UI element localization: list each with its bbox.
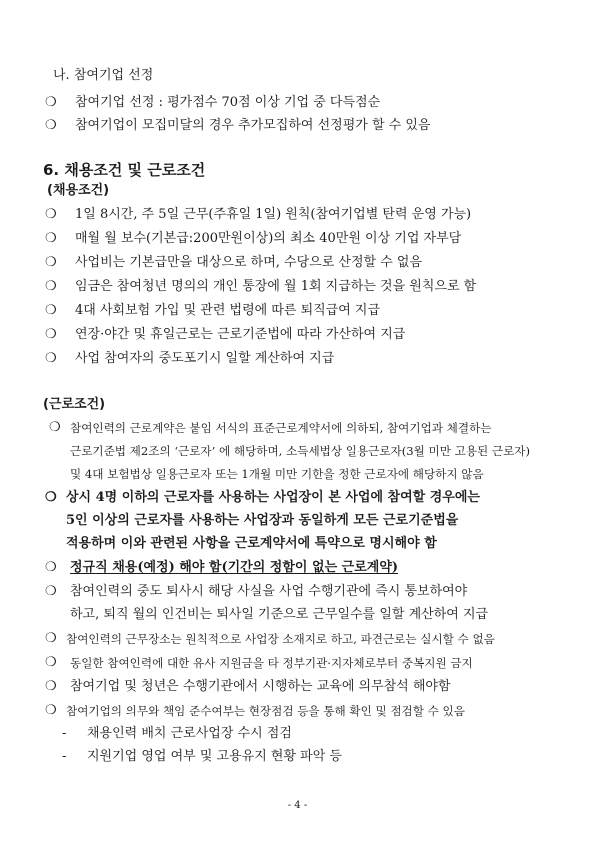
hollow-circle-icon: ❍ <box>45 679 57 694</box>
list-item-line: 하고, 퇴직 월의 인건비는 퇴사일 기준으로 근무일수를 일할 계산하여 지급 <box>70 607 489 622</box>
hollow-circle-icon: ❍ <box>45 118 57 133</box>
list-item: 1일 8시간, 주 5일 근무(주휴일 1일) 원칙(참여기업별 탄력 운영 가능) <box>75 207 472 222</box>
dash-marker: - <box>62 749 67 764</box>
list-item: 4대 사회보험 가입 및 관련 법령에 따른 퇴직급여 지급 <box>75 303 381 318</box>
hollow-circle-icon: ❍ <box>45 279 57 294</box>
list-item-line: 적용하며 이와 관련된 사항을 근로계약서에 특약으로 명시해야 함 <box>66 536 437 551</box>
dash-marker: - <box>62 726 67 741</box>
page-number: - 4 - <box>287 800 308 811</box>
list-item: 임금은 참여청년 명의의 개인 통장에 월 1회 지급하는 것을 원칙으로 함 <box>75 279 477 294</box>
list-item: 정규직 채용(예정) 해야 함(기간의 정함이 없는 근로계약) <box>70 560 399 575</box>
list-item: 사업 참여자의 중도포기시 일할 계산하여 지급 <box>75 351 335 366</box>
hollow-circle-icon: ❍ <box>45 327 57 342</box>
list-item: 매월 월 보수(기본급:200만원이상)의 최소 40만원 이상 기업 자부담 <box>75 231 462 246</box>
list-item-line: 5인 이상의 근로자를 사용하는 사업장과 동일하게 모든 근로기준법을 <box>66 513 459 528</box>
hollow-circle-icon: ❍ <box>45 255 57 270</box>
list-item: 참여인력의 근무장소는 원칙적으로 사업장 소재지로 하고, 파견근로는 실시할 수 없음 <box>66 632 495 646</box>
hollow-circle-icon: ❍ <box>45 560 57 575</box>
list-item: 참여기업이 모집미달의 경우 추가모집하여 선정평가 할 수 있음 <box>75 118 431 133</box>
hollow-circle-icon: ❍ <box>45 490 57 505</box>
hollow-circle-icon: ❍ <box>45 351 57 366</box>
list-item-line: 참여인력의 근로계약은 붙임 서식의 표준근로계약서에 의하되, 참여기업과 체결하는 <box>70 421 492 435</box>
list-item-line: 및 4대 보험법상 일용근로자 또는 1개월 미만 기한을 정한 근로자에 해당하지 않음 <box>70 467 484 481</box>
list-item: 동일한 참여인력에 대한 유사 지원금을 타 정부기관·지자체로부터 중복지원 금지 <box>70 656 473 670</box>
hollow-circle-icon: ❍ <box>45 703 57 718</box>
hollow-circle-icon: ❍ <box>45 303 57 318</box>
list-item: 연장·야간 및 휴일근로는 근로기준법에 따라 가산하여 지급 <box>75 327 406 342</box>
hollow-circle-icon: ❍ <box>45 584 57 599</box>
sub-list-item: 지원기업 영업 여부 및 고용유지 현황 파악 등 <box>87 749 342 764</box>
work-conditions-label: (근로조건) <box>43 397 106 412</box>
hollow-circle-icon: ❍ <box>49 420 61 435</box>
list-item: 사업비는 기본급만을 대상으로 하며, 수당으로 산정할 수 없음 <box>75 255 423 270</box>
hollow-circle-icon: ❍ <box>45 95 57 110</box>
list-item: 참여기업 선정 : 평가점수 70점 이상 기업 중 다득점순 <box>75 95 381 110</box>
list-item: 참여기업의 의무와 책임 준수여부는 현장점검 등을 통해 확인 및 점검할 수 있음 <box>66 704 465 718</box>
subsection-title: 나. 참여기업 선정 <box>53 68 154 83</box>
hollow-circle-icon: ❍ <box>45 207 57 222</box>
sub-list-item: 채용인력 배치 근로사업장 수시 점검 <box>87 726 292 741</box>
list-item-line: 상시 4명 이하의 근로자를 사용하는 사업장이 본 사업에 참여할 경우에는 <box>66 490 480 505</box>
list-item: 참여기업 및 청년은 수행기관에서 시행하는 교육에 의무참석 해야함 <box>70 679 451 694</box>
hollow-circle-icon: ❍ <box>45 231 57 246</box>
hollow-circle-icon: ❍ <box>45 655 57 670</box>
hiring-conditions-label: (채용조건) <box>47 183 110 198</box>
list-item-line: 근로기준법 제2조의 ‘근로자’ 에 해당하며, 소득세법상 일용근로자(3월 미만 고용된 근로자) <box>70 444 531 458</box>
section-title: 6. 채용조건 및 근로조건 <box>43 161 206 179</box>
list-item-line: 참여인력의 중도 퇴사시 해당 사실을 사업 수행기관에 즉시 통보하여야 <box>70 584 468 599</box>
hollow-circle-icon: ❍ <box>45 631 57 646</box>
